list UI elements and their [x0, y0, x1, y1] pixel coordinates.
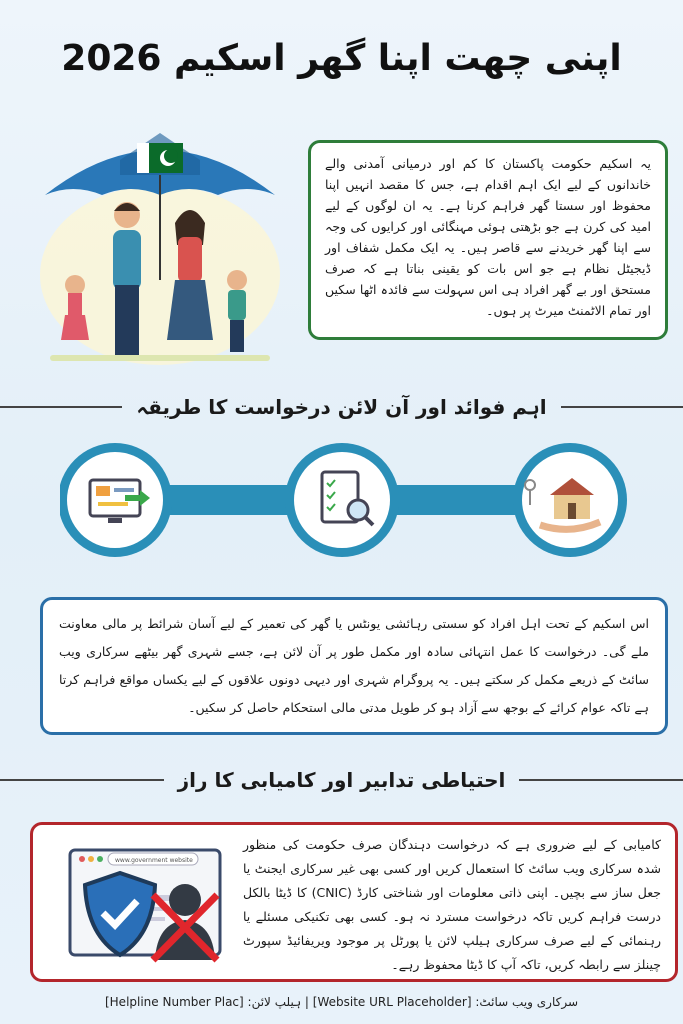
precautions-text: کامیابی کے لیے ضروری ہے کہ درخواست دہندگان صرف حکومت کی منظور شدہ سرکاری ویب سائٹ کا استعمال کریں اور کسی بھی غیر سرکاری ایجنٹ یا جعل ساز سے بچیں۔ اپنی ذاتی معلومات اور شناختی کارڈ (CNIC) کا ڈیٹا بالکل درست فراہم کریں تاکہ درخواست مسترد نہ ہو۔ کسی بھی تکنیکی مسئلے یا رہنمائی کے لیے صرف سرکاری ہیلپ لائن یا پورٹل پر موجود ویریفائیڈ سپورٹ چینلز سے رابطہ کریں، تاکہ آپ کا ڈیٹا محفوظ رہے۔: [243, 837, 661, 972]
intro-card: [308, 140, 668, 340]
divider: [0, 779, 164, 781]
divider: [519, 779, 683, 781]
divider: [561, 406, 683, 408]
checklist-step-icon: [285, 443, 399, 557]
browser-url: www.government website: [115, 857, 193, 864]
divider: [0, 406, 122, 408]
section-title: احتیاطی تدابیر اور کامیابی کا راز: [177, 768, 506, 792]
online-application-step-icon: [60, 443, 172, 557]
process-steps: [60, 440, 630, 560]
section-heading-precautions: [0, 765, 683, 795]
benefits-card: [40, 597, 668, 735]
page-title: اپنی چھت اپنا گھر اسکیم 2026: [61, 38, 622, 79]
footer-contact: سرکاری ویب سائٹ: [Website URL Placeholder] | ہیلپ لائن: [Helpline Number Plac]: [104, 995, 579, 1009]
secure-website-illustration: [45, 845, 230, 970]
family-umbrella-illustration: [35, 115, 295, 365]
section-heading-benefits: [0, 392, 683, 422]
section-title: اہم فوائد اور آن لائن درخواست کا طریقہ: [136, 395, 547, 419]
intro-text: یہ اسکیم حکومت پاکستان کا کم اور درمیانی آمدنی والے خاندانوں کے لیے ایک اہم اقدام ہے، جس کا مقصد انہیں اپنا محفوظ اور سستا گھر فراہم کرنا ہے۔ یہ ان لوگوں کے لیے امید کی کرن ہے جو بڑھتی ہوئی مہنگائی اور کرایوں کی وجہ سے اپنا گھر خریدنے سے قاصر ہیں۔ یہ ایک مکمل شفاف اور ڈیجیٹل نظام ہے جو اس بات کو یقینی بناتا ہے کہ صرف مستحق اور بے گھر افراد ہی اس سہولت سے فائدہ اٹھا سکیں اور تمام الاٹمنٹ میرٹ پر ہوں۔: [325, 156, 651, 318]
house-key-step-icon: [513, 443, 627, 557]
benefits-text: اس اسکیم کے تحت اہل افراد کو سستی رہائشی یونٹس یا گھر کی تعمیر کے لیے آسان شرائط پر مالی معاونت ملے گی۔ درخواست کا عمل انتہائی سادہ اور مکمل طور پر آن لائن ہے، جسے شہری گھر بیٹھے سرکاری ویب سائٹ کے ذریعے مکمل کر سکتے ہیں۔ یہ پروگرام شہری اور دیہی دونوں علاقوں کے لیے یکساں مواقع فراہم کرتا ہے تاکہ عوام کرائے کے بوجھ سے آزاد ہو کر طویل مدتی مالی استحکام حاصل کر سکیں۔: [59, 616, 649, 715]
